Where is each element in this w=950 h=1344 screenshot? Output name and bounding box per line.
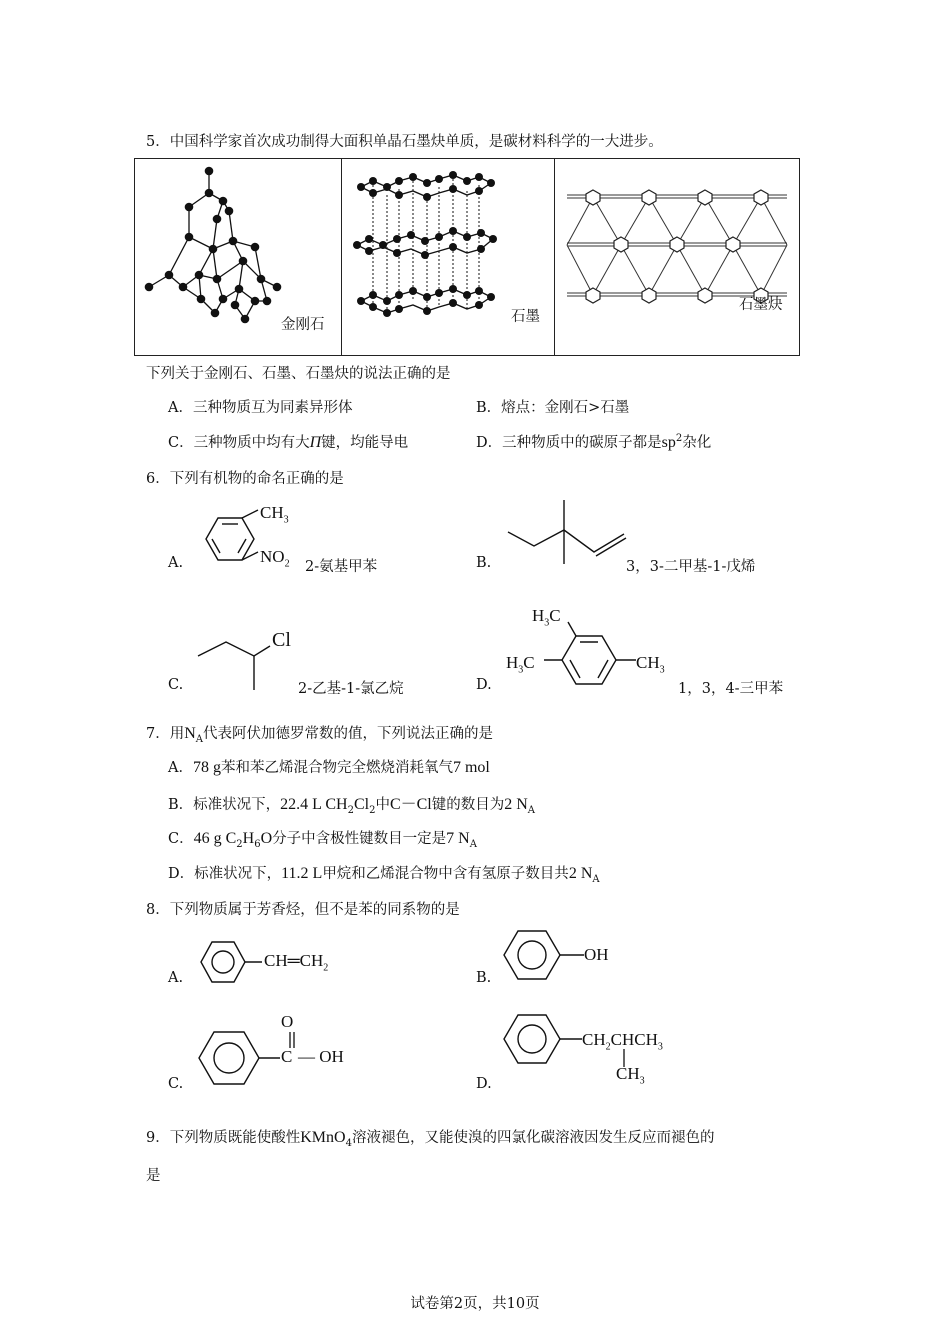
q7-stem-n: N [184, 725, 196, 742]
q7-b-mid: 中 [375, 797, 390, 813]
q7-b-bond: C－Cl [389, 796, 432, 813]
q6-option-d-label[interactable]: D. [476, 677, 492, 693]
q6-option-b-label[interactable]: B. [476, 555, 492, 571]
q8-d-chch: CHCH [610, 1030, 658, 1049]
q9-stem-line2: 是 [146, 1168, 161, 1184]
q7-d-num: 2 N [568, 865, 593, 882]
q7-option-d[interactable] [168, 862, 600, 885]
q9-stem-kmno-n: 4 [345, 1137, 352, 1149]
q6-d-h3c-left [506, 653, 535, 675]
q8-option-d-label[interactable]: D. [476, 1076, 492, 1092]
q5-c-post: 键，均能导电 [321, 435, 409, 451]
q6-d-h-top-n: 3 [544, 617, 550, 629]
q7-c-n1: 2 [236, 838, 243, 850]
q6-d-h3c-top [532, 606, 561, 628]
q8-d-ch: CH [582, 1030, 606, 1049]
q7-c-num: 7 N [446, 830, 470, 847]
q8-a-grp: CH═CH [264, 951, 324, 970]
q6-d-ch-right: CH [636, 653, 660, 672]
q8-b-benzene-icon [502, 928, 592, 988]
q6-option-c-label[interactable]: C. [168, 677, 184, 693]
q6-option-a-label[interactable]: A. [168, 555, 184, 571]
q6-a-no: NO [260, 547, 285, 566]
q8-c-o: O [281, 1012, 294, 1031]
page-footer: 试卷第2页，共10页 [410, 1296, 540, 1312]
q8-option-c-label[interactable]: C. [168, 1076, 184, 1092]
q7-b-post: 键的数目为 [431, 797, 505, 813]
q5-option-a[interactable]: A．三种物质互为同素异形体 [168, 400, 353, 416]
q8-a-group [264, 951, 328, 973]
q6-a-ch3 [260, 503, 289, 525]
q6-b-skeleton-icon [506, 496, 646, 576]
q9-stem-post: 溶液褪色，又能使溴的四氯化碳溶液因发生反应而褪色的 [351, 1130, 715, 1146]
diamond-caption: 金刚石 [281, 317, 325, 333]
q5-option-c[interactable] [168, 431, 408, 452]
q5-d-sup: 2 [675, 433, 683, 445]
q7-a-mid: 苯和苯乙烯混合物完全燃烧消耗氧气 [220, 760, 453, 776]
q6-a-ch-n: 3 [283, 514, 289, 526]
q8-a-benzene-icon [200, 938, 270, 988]
q8-b-oh: OH [584, 945, 609, 964]
q7-b-val: 22.4 L CH [280, 796, 348, 813]
q9-stem [146, 1126, 714, 1149]
q7-c-h: H [242, 830, 255, 847]
q7-b-pre: B．标准状况下， [168, 797, 281, 813]
q5-c-pre: C．三种物质中均有大 [168, 435, 310, 451]
q7-stem-post: 代表阿伏加德罗常数的值，下列说法正确的是 [203, 726, 494, 742]
q7-stem [146, 722, 493, 745]
q7-c-n2: 6 [254, 838, 261, 850]
q8-c-c: C [281, 1047, 293, 1066]
q8-c-oh: — OH [298, 1047, 344, 1066]
q6-d-c-top: C [549, 606, 561, 625]
q7-d-val: 11.2 L [281, 865, 323, 882]
q8-d-ch3-n: 3 [639, 1075, 645, 1087]
q7-b-n2: 2 [369, 804, 376, 816]
q7-a-pre: A． [168, 760, 193, 776]
q7-b-n1: 2 [347, 804, 354, 816]
q5-figure-table [134, 158, 800, 356]
q7-option-c[interactable] [168, 827, 477, 850]
q7-stem-a: A [195, 733, 204, 745]
q7-option-b[interactable] [168, 791, 535, 816]
q5-option-b[interactable]: B．熔点：金刚石>石墨 [476, 400, 630, 416]
q7-a-val2: 7 mol [452, 759, 490, 776]
q7-c-o: O [260, 830, 273, 847]
q6-a-ch: CH [260, 503, 284, 522]
q9-stem-pre: 9．下列物质既能使酸性 [146, 1130, 301, 1146]
q7-b-num: 2 N [504, 796, 528, 813]
graphite-structure-icon [351, 167, 551, 357]
q7-c-mid: 分子中含极性键数目一定是 [272, 831, 447, 847]
q7-c-val: 46 g C [193, 830, 237, 847]
q8-d-ch-n: 2 [605, 1041, 611, 1053]
q8-a-grp-n: 2 [323, 962, 329, 974]
q6-d-ch3-right [636, 653, 665, 675]
q7-c-pre: C． [168, 831, 194, 847]
q8-option-a-label[interactable]: A. [168, 970, 184, 986]
q6-stem: 6．下列有机物的命名正确的是 [146, 471, 344, 487]
q7-option-a[interactable] [168, 756, 490, 777]
table-divider [554, 159, 555, 355]
q7-b-a: A [527, 804, 536, 816]
graphyne-caption: 石墨炔 [739, 297, 783, 313]
q8-d-ch3 [616, 1064, 645, 1086]
q7-d-pre: D．标准状况下， [168, 866, 282, 882]
q6-b-name: 3，3-二甲基-1-戊烯 [626, 559, 756, 575]
q6-a-no2 [260, 547, 290, 569]
q6-d-ch-right-n: 3 [659, 664, 665, 676]
graphite-caption: 石墨 [511, 309, 540, 325]
q6-d-h-left-n: 3 [518, 664, 524, 676]
q9-stem-kmno: KMnO [300, 1129, 346, 1146]
q6-a-name: 2-氨基甲苯 [305, 559, 378, 575]
q7-stem-pre: 7．用 [146, 726, 185, 742]
q7-b-cl: Cl [353, 796, 370, 813]
q6-a-no-n: 2 [284, 558, 290, 570]
q5-d-pre: D．三种物质中的碳原子都是 [476, 435, 662, 451]
q6-c-name: 2-乙基-1-氯乙烷 [298, 681, 404, 697]
q8-d-ch3-c: CH [616, 1064, 640, 1083]
q5-option-d[interactable] [476, 431, 711, 452]
q7-a-val: 78 g [192, 759, 221, 776]
q6-d-name: 1，3，4-三甲苯 [678, 681, 784, 697]
q6-d-c-left: C [523, 653, 535, 672]
q5-stem: 5．中国科学家首次成功制得大面积单晶石墨炔单质，是碳材料科学的一大进步。 [146, 134, 663, 150]
q5-sub-stem: 下列关于金刚石、石墨、石墨炔的说法正确的是 [146, 366, 451, 382]
q8-stem: 8．下列物质属于芳香烃，但不是苯的同系物的是 [146, 902, 460, 918]
q5-d-post: 杂化 [682, 435, 712, 451]
q7-d-a: A [592, 873, 600, 885]
q6-c-cl: Cl [272, 629, 291, 651]
q5-c-pi: Π [309, 434, 322, 451]
q7-c-a: A [469, 838, 477, 850]
q5-d-sp: sp [661, 434, 676, 451]
q8-d-chch-n: 3 [657, 1041, 663, 1053]
q8-option-b-label[interactable]: B. [476, 970, 492, 986]
q8-d-benzene-icon [502, 1012, 592, 1072]
q6-d-h-left: H [506, 653, 519, 672]
q7-d-mid: 甲烷和乙烯混合物中含有氢原子数目共 [322, 866, 569, 882]
q6-d-h-top: H [532, 606, 545, 625]
